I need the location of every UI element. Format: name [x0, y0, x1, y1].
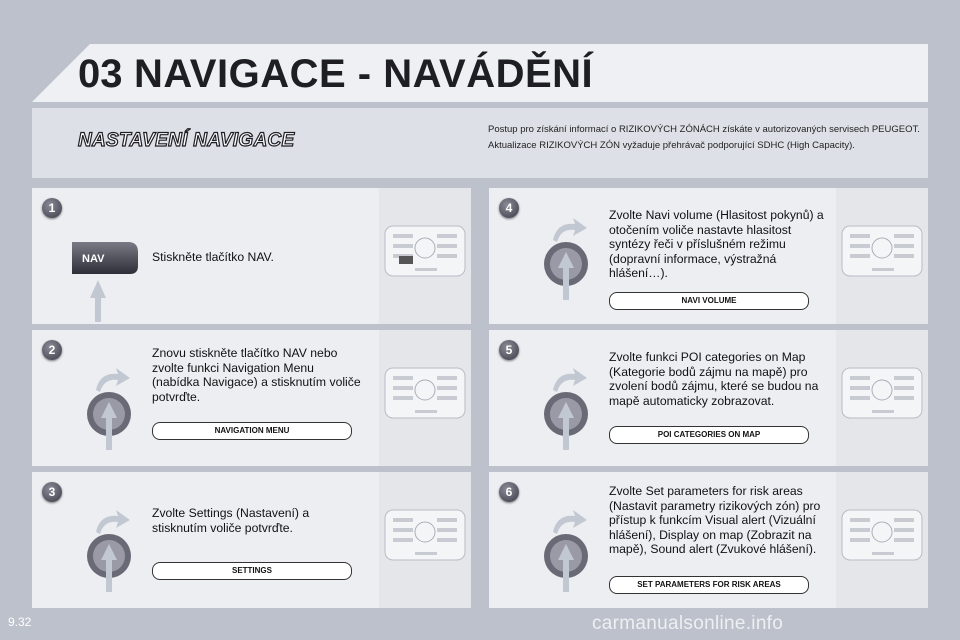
step-text: Znovu stiskněte tlačítko NAV nebo zvolte funkci Navigation Menu (nabídka Navigace) a stisknutím voliče potvrďte. [152, 346, 361, 404]
step-card-3 [32, 472, 471, 608]
step-badge: 3 [42, 482, 62, 502]
radio-panel-image [836, 472, 928, 608]
rotary-knob-icon [531, 212, 601, 302]
section-note [488, 122, 928, 154]
menu-item-pill: SET PARAMETERS FOR RISK AREAS [609, 576, 809, 594]
step-badge: 4 [499, 198, 519, 218]
menu-item-pill: SETTINGS [152, 562, 352, 580]
step-card-4 [489, 188, 928, 324]
radio-panel-icon [836, 472, 928, 608]
rotary-knob-icon [74, 504, 144, 594]
note-line: Postup pro získání informací o RIZIKOVÝCH ZÓNÁCH získáte v autorizovaných servisech PEUGEOT. [488, 124, 920, 135]
menu-item-pill: NAVI VOLUME [609, 292, 809, 310]
step-badge: 2 [42, 340, 62, 360]
radio-panel-image [836, 330, 928, 466]
radio-panel-icon [836, 188, 928, 324]
section-title: NASTAVENÍ NAVIGACE [78, 130, 295, 151]
menu-item-pill: POI CATEGORIES ON MAP [609, 426, 809, 444]
rotary-knob-icon [74, 362, 144, 452]
rotary-knob-icon [531, 504, 601, 594]
menu-item-pill: NAVIGATION MENU [152, 422, 352, 440]
page-title: NAVIGACE - NAVÁDĚNÍ [134, 52, 594, 96]
radio-panel-image [379, 330, 471, 466]
rotary-knob-icon [531, 362, 601, 452]
nav-button-icon [68, 236, 140, 326]
step-text: Zvolte Settings (Nastavení) a stisknutím voliče potvrďte. [152, 506, 310, 535]
nav-button-label: NAV [82, 253, 105, 265]
step-text: Zvolte Set parameters for risk areas (Nastavit parametry rizikových zón) pro přístup k funkcím Visual alert (Vizuální hlášení), Display on map (Zobrazit na mapě), Sound alert (Zvukové hlášení). [609, 484, 821, 556]
radio-panel-icon [379, 472, 471, 608]
step-text: Zvolte funkci POI categories on Map (Kategorie bodů zájmu na mapě) pro zvolení bodů zájmu, které se budou na mapě automaticky zobrazovat. [609, 350, 819, 408]
step-badge: 5 [499, 340, 519, 360]
note-line: Aktualizace RIZIKOVÝCH ZÓN vyžaduje přehrávač podporující SDHC (High Capacity). [488, 140, 855, 151]
chapter-number: 03 [78, 52, 123, 96]
step-card-6 [489, 472, 928, 608]
radio-panel-icon [379, 188, 471, 324]
radio-panel-icon [379, 330, 471, 466]
page-number: 9.32 [8, 615, 32, 629]
radio-panel-image [379, 472, 471, 608]
watermark: carmanualsonline.info [592, 613, 784, 634]
step-card-2 [32, 330, 471, 466]
step-text: Stiskněte tlačítko NAV. [152, 250, 274, 264]
step-badge: 1 [42, 198, 62, 218]
step-badge: 6 [499, 482, 519, 502]
step-card-5 [489, 330, 928, 466]
radio-panel-image [836, 188, 928, 324]
radio-panel-icon [836, 330, 928, 466]
step-card-1 [32, 188, 471, 324]
radio-panel-image [379, 188, 471, 324]
step-text: Zvolte Navi volume (Hlasitost pokynů) a otočením voliče nastavte hlasitost syntézy řeči v příslušném režimu (dopravní informace, výstražná hlášení…). [609, 208, 824, 280]
